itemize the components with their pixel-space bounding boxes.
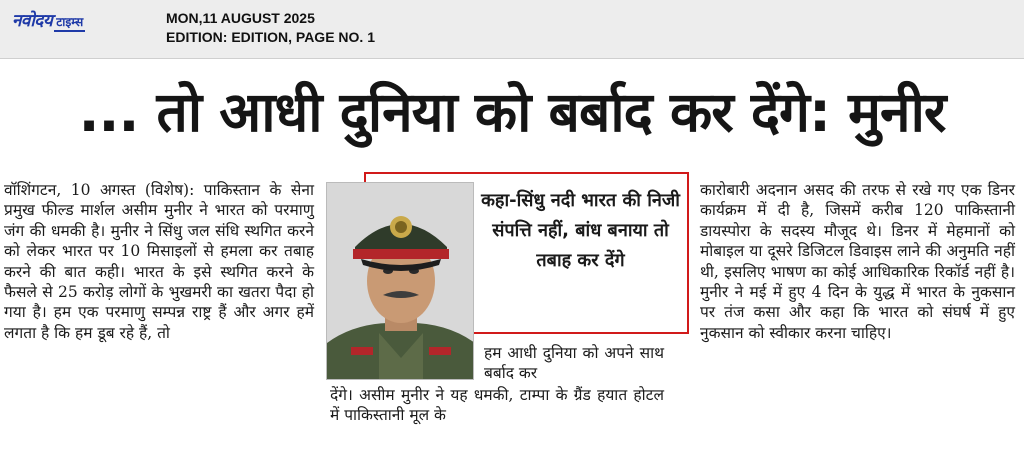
issue-date: MON,11 AUGUST 2025 [166,10,315,26]
article-column-right: कारोबारी अदनान असद की तरफ से रखे गए एक डिनर कार्यक्रम में दी है, जिसमें करीब 120 पाकिस्तानी डायस्पोरा के सदस्य मौजूद थे। डिनर में मेहमानों को मोबाइल या दूसरे डिजिटल डिवाइस लाने की अनुमति नहीं थी, इसलिए भाषण का कोई आधिकारिक रिकॉर्ड नहीं है। मुनीर ने मई में हुए 4 दिन के युद्ध में भारत के नुकसान पर तंज कसा और कहा कि भारत को संघर्ष में हुए नुकसान को स्वीकार करना चाहिए। [700,181,1015,342]
article-headline: ... तो आधी दुनिया को बर्बाद कर देंगे: मुनीर [78,79,946,144]
logo-sub-text: टाइम्स [54,13,85,32]
header-divider [0,58,1024,59]
article-column-middle-top: हम आधी दुनिया को अपने साथ बर्बाद कर [484,344,664,383]
munir-portrait-photo [326,182,474,380]
pull-quote: कहा-सिंधु नदी भारत की निजी संपत्ति नहीं, बांध बनाया तो तबाह कर देंगे [481,190,680,271]
edition-meta [166,9,375,47]
logo-main-text: नवोदय [12,11,53,31]
article-column-middle: देंगे। असीम मुनीर ने यह धमकी, टाम्पा के ग्रैंड हयात होटल में पाकिस्तानी मूल के [330,386,664,425]
portrait-illustration [327,183,474,380]
article-column-left: वॉशिंगटन, 10 अगस्त (विशेष): पाकिस्तान के सेना प्रमुख फील्ड मार्शल असीम मुनीर ने भारत को परमाणु जंग की धमकी है। मुनीर ने सिंधु जल संधि स्थगित करने को लेकर भारत पर 10 मिसाइलों से हमला कर तबाह करने की बात कही। भारत के इसे स्थगित करने के फैसले से 25 करोड़ लोगों के भुखमरी का खतरा पैदा हो गया है। हम एक परमाणु सम्पन्न राष्ट्र हैं और अगर हमें लगता है कि हम डूब रहे हैं, तो [4,181,314,342]
edition-page: EDITION: EDITION, PAGE NO. 1 [166,29,375,45]
newspaper-logo[interactable] [12,8,85,34]
page-header-bar [0,0,1024,58]
